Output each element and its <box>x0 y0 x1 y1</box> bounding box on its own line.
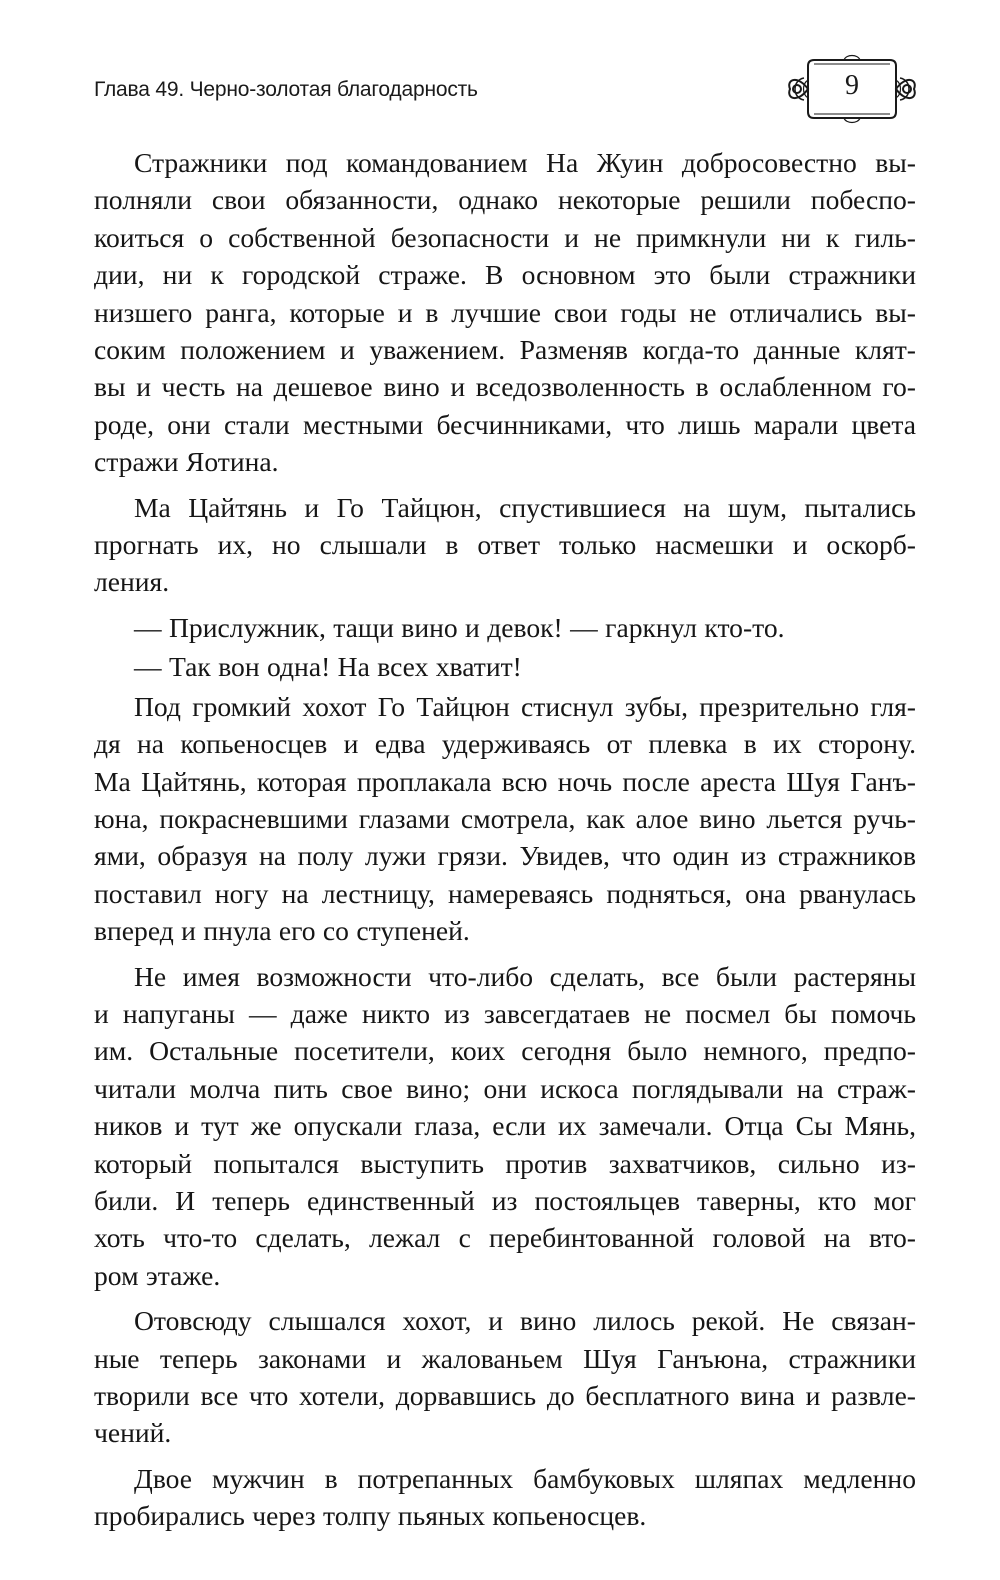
text-line: юна, покрасневшими глазами смотрела, как алое вино льется ручь- <box>94 802 916 834</box>
paragraph <box>94 688 916 950</box>
text-line: чений. <box>94 1417 172 1449</box>
text-line: дя на копьеносцев и едва удерживаясь от плевка в их сторону. <box>94 728 916 760</box>
text-line: соким положением и уважением. Разменяв когда-то данные клят- <box>94 334 916 366</box>
text-line: ром этаже. <box>94 1259 221 1291</box>
paragraph <box>94 958 916 1295</box>
text-line: пробирались через толпу пьяных копьеносцев. <box>94 1500 647 1532</box>
text-line: творили все что хотели, дорвавшись до бесплатного вина и развле- <box>94 1380 916 1411</box>
text-line: им. Остальные посетители, коих сегодня было немного, предпо- <box>94 1035 916 1067</box>
text-line: Двое мужчин в потрепанных бамбуковых шляпах медленно <box>134 1462 916 1494</box>
text-line: коиться о собственной безопасности и не примкнули ни к гиль- <box>94 221 916 253</box>
dialogue-line <box>94 609 916 646</box>
text-line: — Так вон одна! На всех хватит! <box>134 651 522 683</box>
text-line: Ма Цайтянь, которая проплакала всю ночь после ареста Шуя Ганъ- <box>94 765 916 797</box>
text-line: Стражники под командованием На Жуин добросовестно вы- <box>134 147 916 178</box>
text-line: Не имея возможности что-либо сделать, все были растеряны <box>134 960 916 992</box>
text-line: ления. <box>94 566 170 598</box>
text-line: Ма Цайтянь и Го Тайцюн, спустившиеся на шум, пытались <box>134 491 916 523</box>
text-line: ями, образуя на полу лужи грязи. Увидев, что один из стражников <box>94 840 916 872</box>
text-line: Под громкий хохот Го Тайцюн стиснул зубы, презрительно гля- <box>134 690 916 722</box>
paragraph <box>94 489 916 601</box>
text-line: Отовсюду слышался хохот, и вино лилось рекой. Не связан- <box>134 1305 916 1337</box>
running-head: Глава 49. Черно-золотая благодарность <box>94 78 478 101</box>
page-number: 9 <box>845 70 859 101</box>
text-line: ные теперь законами и жалованьем Шуя Ганъюна, стражники <box>94 1342 916 1374</box>
text-line: низшего ранга, которые и в лучшие свои годы не отличались вы- <box>94 296 916 328</box>
text-line: били. И теперь единственный из постояльцев таверны, кто мог <box>94 1184 916 1216</box>
paragraph <box>94 144 916 481</box>
paragraph <box>94 1460 916 1535</box>
paragraph <box>94 1302 916 1452</box>
text-line: хоть что-то сделать, лежал с перебинтованной головой на вто- <box>94 1222 916 1254</box>
text-line: и напуганы — даже никто из завсегдатаев не посмел бы помочь <box>94 997 916 1029</box>
text-line: поставил ногу на лестницу, намереваясь подняться, она рванулась <box>94 877 916 909</box>
text-line: полняли свои обязанности, однако некоторые решили побеспо- <box>94 184 916 216</box>
text-line: стражи Яотина. <box>94 446 279 478</box>
text-line: прогнать их, но слышали в ответ только насмешки и оскорб- <box>94 529 916 561</box>
text-line: читали молча пить свое вино; они искоса поглядывали на страж- <box>94 1072 916 1104</box>
text-line: вы и честь на дешевое вино и вседозволенность в ослабленном го- <box>94 371 916 403</box>
text-line: ников и тут же опускали глаза, если их замечали. Отца Сы Мянь, <box>94 1110 916 1142</box>
dialogue-line <box>94 648 916 685</box>
body-text <box>94 144 916 1543</box>
text-line: — Прислужник, тащи вино и девок! — гаркнул кто-то. <box>134 611 785 643</box>
text-line: роде, они стали местными бесчинниками, что лишь марали цвета <box>94 408 916 440</box>
text-line: который попытался выступить против захватчиков, сильно из- <box>94 1147 916 1179</box>
text-line: дии, ни к городской страже. В основном это были стражники <box>94 259 916 291</box>
text-line: вперед и пнула его со ступеней. <box>94 915 470 947</box>
page-number-ornament <box>784 50 920 128</box>
